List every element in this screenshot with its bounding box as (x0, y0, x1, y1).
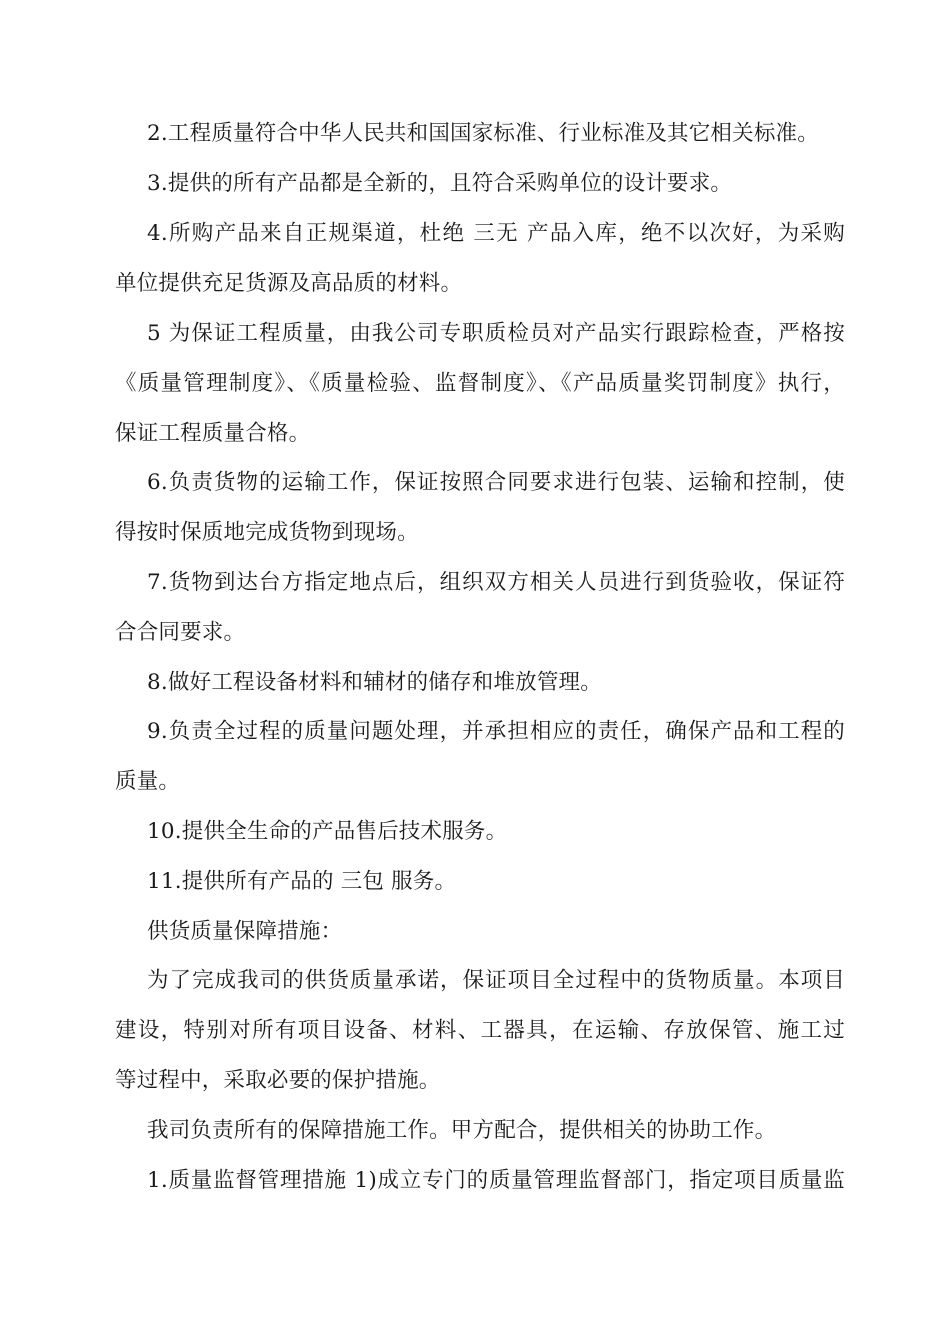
paragraph-line: 保证工程质量合格。 (115, 421, 311, 446)
paragraph-line: 我司负责所有的保障措施工作。甲方配合，提供相关的协助工作。 (147, 1118, 777, 1143)
paragraph-line: 9.负责全过程的质量问题处理，并承担相应的责任，确保产品和工程的 (147, 719, 845, 744)
paragraph-line: 单位提供充足货源及高品质的材料。 (115, 271, 463, 296)
paragraph-line: 为了完成我司的供货质量承诺，保证项目全过程中的货物质量。本项目 (147, 968, 845, 993)
paragraph-line: 合合同要求。 (115, 620, 246, 645)
paragraph-line: 1.质量监督管理措施 1)成立专门的质量管理监督部门，指定项目质量监 (147, 1168, 845, 1193)
paragraph-line: 4.所购产品来自正规渠道，杜绝 三无 产品入库，绝不以次好，为采购 (147, 221, 845, 246)
paragraph-line: 质量。 (115, 769, 181, 794)
paragraph-line: 8.做好工程设备材料和辅材的储存和堆放管理。 (147, 670, 602, 695)
paragraph-line: 得按时保质地完成货物到现场。 (115, 520, 419, 545)
paragraph-line: 等过程中，采取必要的保护措施。 (115, 1068, 441, 1093)
paragraph-line: 《质量管理制度》、《质量检验、监督制度》、《产品质量奖罚制度》执行， (115, 371, 845, 396)
paragraph-line: 7.货物到达台方指定地点后，组织双方相关人员进行到货验收，保证符 (147, 570, 845, 595)
paragraph-line: 建设，特别对所有项目设备、材料、工器具，在运输、存放保管、施工过 (115, 1018, 845, 1043)
paragraph-line: 3.提供的所有产品都是全新的，且符合采购单位的设计要求。 (147, 171, 733, 196)
paragraph-line: 2.工程质量符合中华人民共和国国家标准、行业标准及其它相关标准。 (147, 121, 819, 146)
paragraph-line: 10.提供全生命的产品售后技术服务。 (147, 819, 508, 844)
paragraph-line: 6.负责货物的运输工作，保证按照合同要求进行包装、运输和控制，使 (147, 470, 845, 495)
paragraph-line: 11.提供所有产品的 三包 服务。 (147, 869, 457, 894)
paragraph-line: 5 为保证工程质量，由我公司专职质检员对产品实行跟踪检查，严格按 (147, 321, 845, 346)
section-heading: 供货质量保障措施： (147, 919, 343, 944)
